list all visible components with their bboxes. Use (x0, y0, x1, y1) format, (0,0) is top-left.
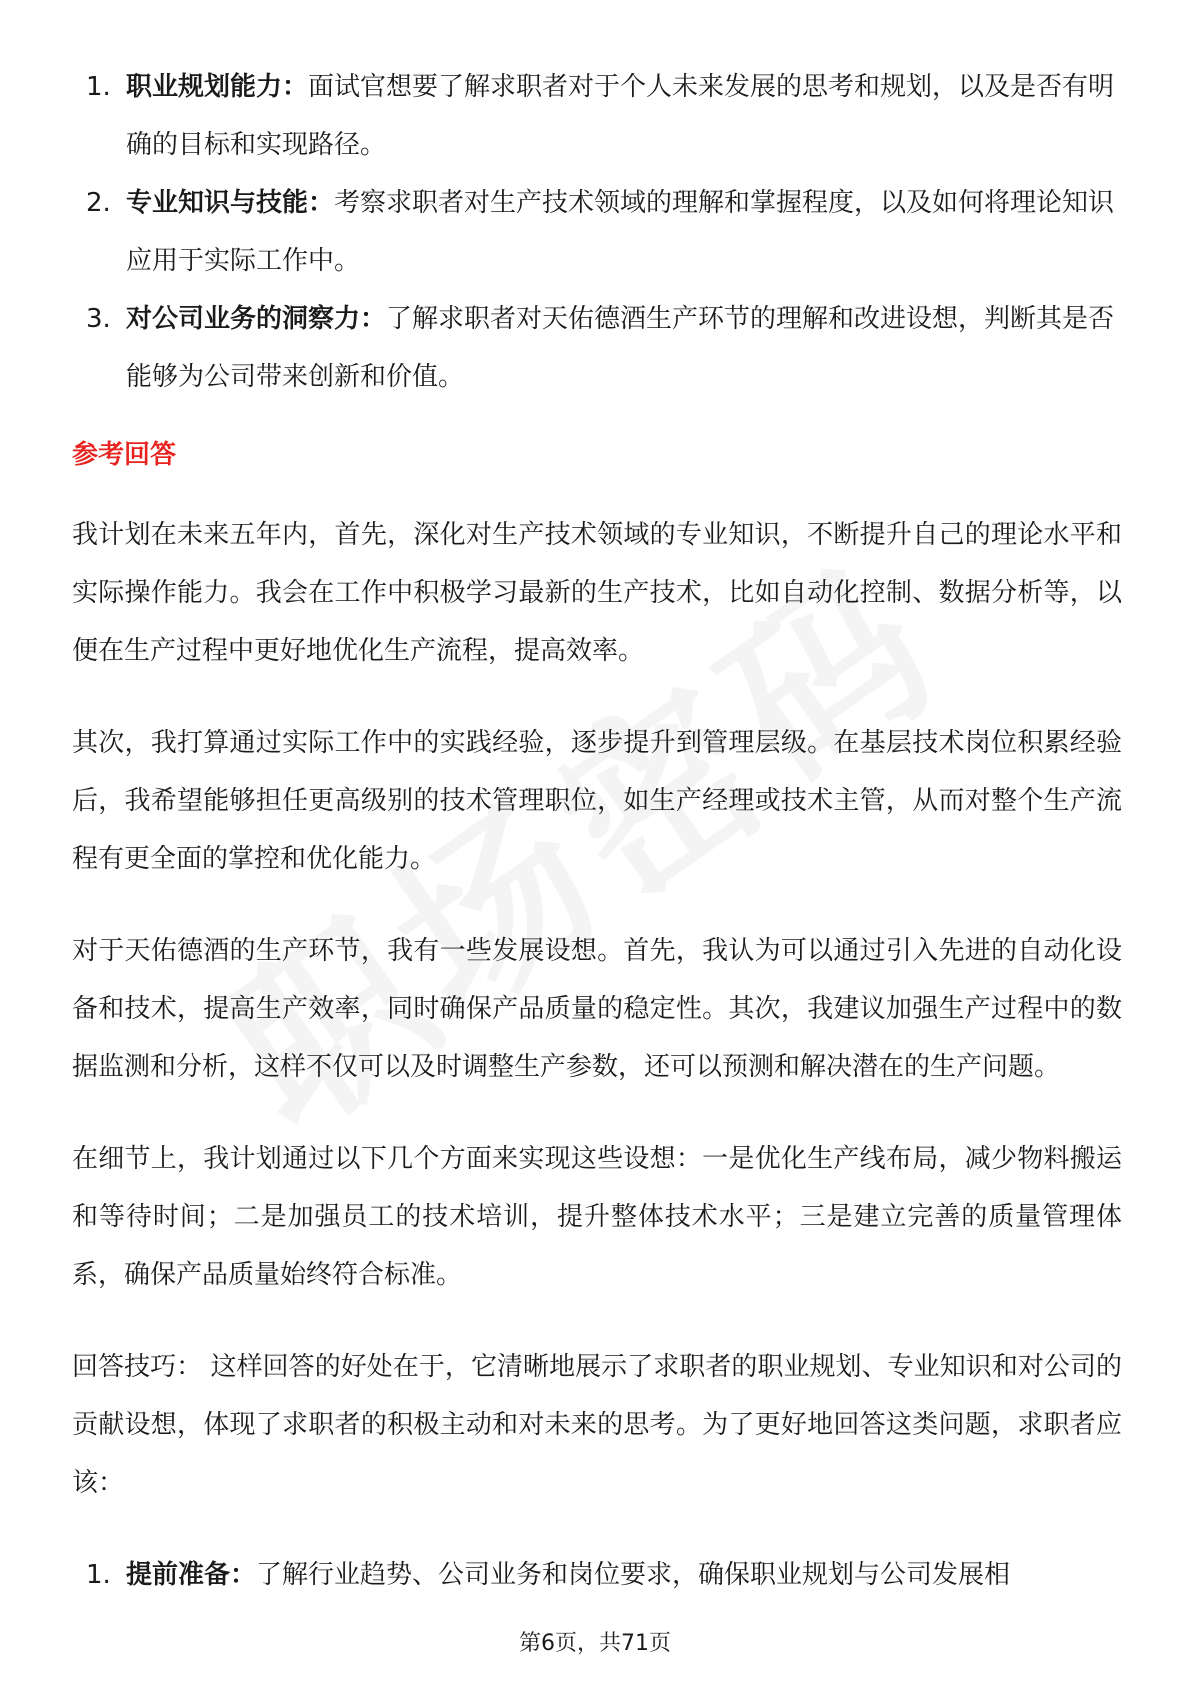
list-item-text: 了解行业趋势、公司业务和岗位要求，确保职业规划与公司发展相 (256, 1560, 1011, 1590)
list-item (72, 58, 1122, 174)
list-item-text: 了解求职者对天佑德酒生产环节的理解和改进设想，判断其是否能够为公司带来创新和价值。 (126, 304, 1115, 392)
content (72, 58, 1122, 1604)
tips-list (72, 1546, 1122, 1604)
paragraph: 其次，我打算通过实际工作中的实践经验，逐步提升到管理层级。在基层技术岗位积累经验后，我希望能够担任更高级别的技术管理职位，如生产经理或技术主管，从而对整个生产流程有更全面的掌控和优化能力。 (72, 728, 1122, 874)
list-item (72, 1546, 1122, 1604)
list-item-title: 职业规划能力： (126, 72, 309, 102)
list-number: 3. (86, 304, 111, 334)
list-number: 1. (86, 1560, 111, 1590)
list-item-title: 提前准备： (126, 1560, 257, 1590)
list-number: 2. (86, 188, 111, 218)
paragraph: 在细节上，我计划通过以下几个方面来实现这些设想：一是优化生产线布局，减少物料搬运和等待时间；二是加强员工的技术培训，提升整体技术水平；三是建立完善的质量管理体系，确保产品质量始终符合标准。 (72, 1144, 1122, 1290)
list-item-title: 对公司业务的洞察力： (126, 304, 387, 334)
paragraph: 对于天佑德酒的生产环节，我有一些发展设想。首先，我认为可以通过引入先进的自动化设备和技术，提高生产效率，同时确保产品质量的稳定性。其次，我建议加强生产过程中的数据监测和分析，这样不仅可以及时调整生产参数，还可以预测和解决潜在的生产问题。 (72, 936, 1122, 1082)
page-footer: 第6页，共71页 (519, 1631, 671, 1656)
list-number: 1. (86, 72, 111, 102)
list-item-text: 面试官想要了解求职者对于个人未来发展的思考和规划，以及是否有明确的目标和实现路径。 (126, 72, 1115, 160)
list-item (72, 290, 1122, 406)
list-item (72, 174, 1122, 290)
list-item-title: 专业知识与技能： (126, 188, 335, 218)
list-item-text: 考察求职者对生产技术领域的理解和掌握程度，以及如何将理论知识应用于实际工作中。 (126, 188, 1115, 276)
paragraph: 我计划在未来五年内，首先，深化对生产技术领域的专业知识，不断提升自己的理论水平和实际操作能力。我会在工作中积极学习最新的生产技术，比如自动化控制、数据分析等，以便在生产过程中更好地优化生产流程，提高效率。 (72, 520, 1122, 666)
answer-tips-paragraph: 回答技巧： 这样回答的好处在于，它清晰地展示了求职者的职业规划、专业知识和对公司的贡献设想，体现了求职者的积极主动和对未来的思考。为了更好地回答这类问题，求职者应该： (72, 1352, 1122, 1498)
question-list (72, 58, 1122, 406)
answer-heading: 参考回答 (72, 440, 177, 470)
